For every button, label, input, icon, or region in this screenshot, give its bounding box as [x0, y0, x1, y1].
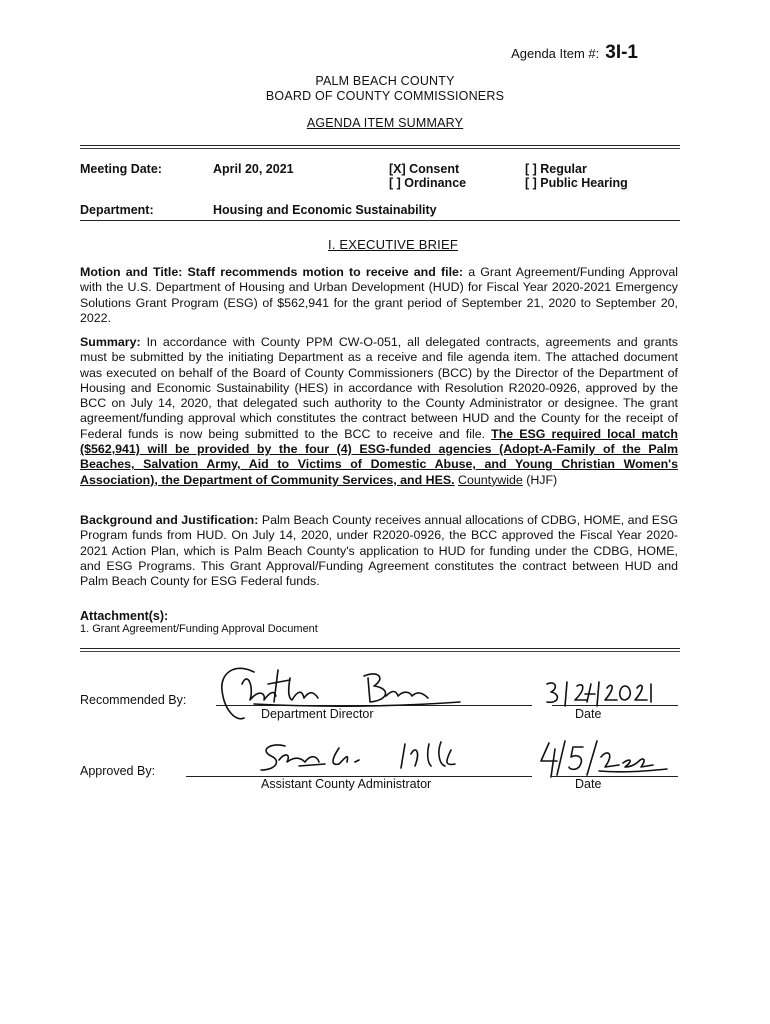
recommended-date-label: Date — [575, 707, 602, 721]
approved-by-label: Approved By: — [80, 764, 156, 778]
attachment-item: 1. Grant Agreement/Funding Approval Document — [80, 623, 318, 635]
summary-initials: (HJF) — [526, 472, 558, 487]
department-value: Housing and Economic Sustainability — [213, 203, 437, 217]
motion-text: a Grant Agreement/Funding Approval with the U.S. Department of Housing and Urban Development (HUD) for Fiscal Year 2020-2021 Emergency Solutions Grant Program (ESG) of $562,941 for the grant period of September 21, 2020 to September 20, 2022. — [80, 265, 678, 325]
recommended-by-label: Recommended By: — [80, 693, 187, 707]
approved-signature — [255, 740, 495, 780]
approved-date-label: Date — [575, 777, 602, 791]
recommended-signature — [214, 660, 474, 728]
agenda-item-number — [511, 42, 638, 64]
public-hearing-checkbox: [ ] Public Hearing — [525, 176, 628, 190]
agenda-item-label: Agenda Item #: — [511, 46, 600, 61]
motion-paragraph — [80, 265, 678, 326]
county-name: PALM BEACH COUNTY — [315, 74, 455, 88]
department-divider — [80, 220, 680, 221]
section-title: I. EXECUTIVE BRIEF — [327, 237, 458, 252]
department-director-label: Department Director — [261, 707, 374, 721]
approved-date-handwritten — [535, 737, 675, 781]
ordinance-checkbox: [ ] Ordinance — [389, 176, 467, 190]
attachments-label: Attachment(s): — [80, 609, 169, 623]
background-paragraph — [80, 513, 678, 589]
background-text: Palm Beach County receives annual allocations of CDBG, HOME, and ESG Program funds from HUD. On July 14, 2020, under R2020-0926, the BCC approved the Fiscal Year 2020-2021 Action Plan, which is Palm Beach County's application to HUD for funding under the CDBG, HOME, and ESG Programs. This Grant Approval/Funding Agreement constitutes the contract between HUD and Palm Beach County for ESG Federal funds. — [80, 513, 678, 589]
assistant-county-administrator-label: Assistant County Administrator — [261, 777, 432, 791]
recommended-date-handwritten — [545, 680, 655, 710]
motion-lead: Staff recommends motion to receive and file: — [187, 265, 464, 279]
summary-label: Summary: — [80, 335, 141, 349]
regular-checkbox: [ ] Regular — [525, 162, 587, 176]
summary-paragraph — [80, 335, 678, 488]
background-label: Background and Justification: — [80, 513, 259, 527]
countywide-label: Countywide — [458, 472, 523, 487]
meeting-date-label: Meeting Date: — [80, 162, 162, 176]
motion-label: Motion and Title: — [80, 265, 183, 279]
department-label: Department: — [80, 203, 154, 217]
meeting-date-value: April 20, 2021 — [213, 162, 294, 176]
signature-divider — [80, 648, 680, 652]
header-divider — [80, 145, 680, 149]
summary-emphasis: The ESG required local match ($562,941) will be provided by the four (4) ESG-funded agencies (Adopt-A-Family of the Palm Beaches, Salvation Army, Aid to Victims of Domestic Abuse, and Young Christian Women's Association), the Department of Community Services, and HES. — [80, 426, 678, 487]
summary-text: In accordance with County PPM CW-O-051, all delegated contracts, agreements and grants must be submitted by the initiating Department as a receive and file agenda item. The attached document was executed on behalf of the Board of County Commissioners (BCC) by the Director of the Department of Housing and Economic Sustainability (HES) in accordance with Resolution R2020-0926, approved by the BCC on July 14, 2020, that delegated such authority to the County Administrator or designee. The grant agreement/funding approval which constitutes the contract between HUD and the County for the receipt of Federal funds is now being submitted to the BCC to receive and file. — [80, 335, 678, 441]
board-name: BOARD OF COUNTY COMMISSIONERS — [265, 89, 505, 103]
summary-title: AGENDA ITEM SUMMARY — [306, 116, 464, 130]
agenda-item-value: 3I-1 — [605, 42, 638, 63]
consent-checkbox: [X] Consent — [389, 162, 460, 176]
